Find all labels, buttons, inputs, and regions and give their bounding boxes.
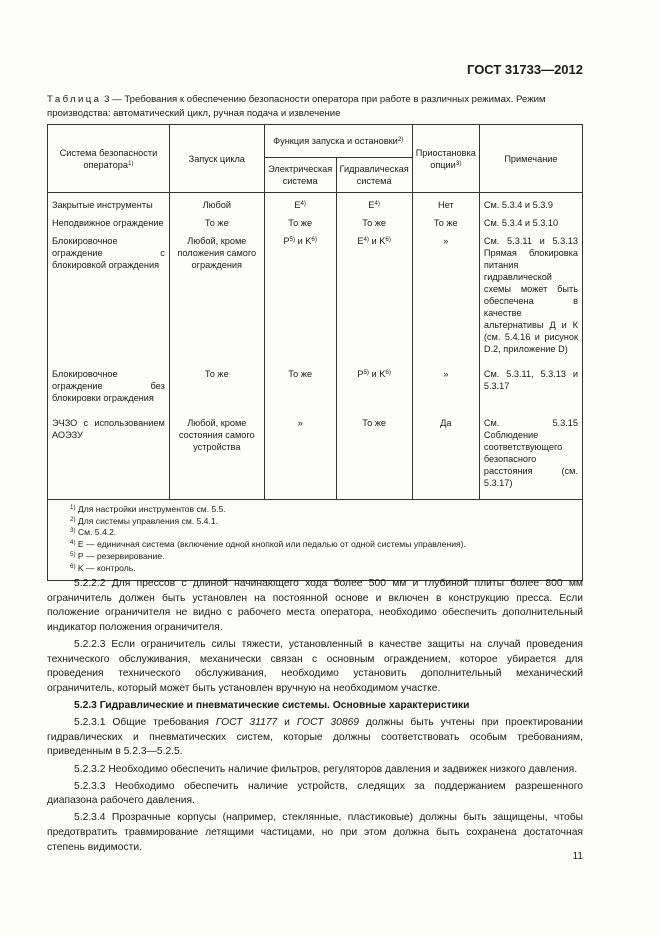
cell-start: Любой, кроме состояния самого устройства	[169, 407, 264, 500]
safety-requirements-table	[47, 124, 583, 581]
table-row	[48, 232, 583, 358]
paragraph-5-2-3-2: 5.2.3.2 Необходимо обеспечить наличие фильтров, регуляторов давления и задвижек низкого давления.	[74, 763, 578, 775]
header-stop: Приостановка опции$^{3)}$	[412, 125, 479, 193]
cell-hydraulic: То же	[336, 214, 412, 232]
footnote: $^{6)}$ K — контроль.	[70, 562, 136, 573]
cell-stop: Нет	[412, 193, 479, 215]
cell-stop: То же	[412, 214, 479, 232]
table-row	[48, 358, 583, 407]
cell-electric: $E^{4)}$	[264, 193, 336, 215]
table-row	[48, 214, 583, 232]
footnote: $^{5)}$ P — резервирование.	[70, 550, 165, 561]
cell-stop: Да	[412, 407, 479, 500]
cell-system: Блокировочное ограждение без блокировки ограждения	[48, 358, 170, 407]
header-start: Запуск цикла	[169, 125, 264, 193]
caption-label: Таблица	[47, 94, 102, 105]
cell-system: ЭЧЗО с использованием АОЭЗУ	[48, 407, 170, 500]
cell-hydraulic: $P^{5)}$ и $K^{6)}$	[336, 358, 412, 407]
cell-stop: »	[412, 358, 479, 407]
cell-start: То же	[169, 214, 264, 232]
cell-start: Любой, кроме положения самого ограждения	[169, 232, 264, 358]
table-row	[48, 193, 583, 215]
cell-electric: »	[264, 407, 336, 500]
cell-system: Блокировочное ограждение с блокировкой ограждения	[48, 232, 170, 358]
page-number: 11	[572, 851, 583, 862]
caption-text: 3 — Требования к обеспечению безопасности оператора при работе в различных режимах. Режим производства: автоматический цикл, ручная подача и извлечение	[47, 94, 546, 119]
cell-stop: »	[412, 232, 479, 358]
cell-note: См. 5.3.4 и 5.3.10	[479, 214, 582, 232]
footnote: $^{2)}$ Для системы управления см. 5.4.1.	[70, 515, 219, 526]
table-row	[48, 407, 583, 500]
paragraph-5-2-2-3: 5.2.2.3 Если ограничитель силы тяжести, установленный в качестве защиты на случай проведения технического обслуживания, механически связан с основным ограждением, которое убирается для проведения технического обслуживания, необходимо установить дополнительный механический ограничитель, который может быть установлен вручную на необходимом участке.	[47, 638, 583, 694]
body-text	[47, 577, 583, 858]
cell-note: См. 5.3.11 и 5.3.13 Прямая блокировка питания гидравлической схемы может быть обеспечена в качестве альтернативы Д и К (см. 5.4.16 и рисунок D.2, приложение D)	[479, 232, 582, 358]
cell-hydraulic: $E^{4)}$	[336, 193, 412, 215]
header-system: Система безопасности оператора$^{1)}$	[48, 125, 170, 193]
cell-start: Любой	[169, 193, 264, 215]
paragraph-5-2-3-1: 5.2.3.1 Общие требования ГОСТ 31177 и ГОСТ 30869 должны быть учтены при проектировании гидравлических и пневматических систем, которые должны соответствовать особым требованиям, приведенным в 5.2.3—5.2.5.	[47, 717, 583, 758]
header-note: Примечание	[479, 125, 582, 193]
header-function: Функция запуска и остановки$^{2)}$	[264, 125, 412, 158]
cell-electric: То же	[264, 358, 336, 407]
paragraph-5-2-3-3: 5.2.3.3 Необходимо обеспечить наличие устройств, следящих за поддержанием разрешенного диапазона рабочего давления.	[47, 780, 583, 807]
section-heading-5-2-3: 5.2.3 Гидравлические и пневматические системы. Основные характеристики	[74, 699, 470, 711]
header-electric: Электрическая система	[264, 158, 336, 193]
cell-note: См. 5.3.4 и 5.3.9	[479, 193, 582, 215]
footnote: $^{3)}$ См. 5.4.2.	[70, 527, 117, 538]
table-caption	[47, 93, 587, 121]
cell-start: То же	[169, 358, 264, 407]
header-hydraulic: Гидравлическая система	[336, 158, 412, 193]
cell-hydraulic: То же	[336, 407, 412, 500]
cell-electric: То же	[264, 214, 336, 232]
cell-electric: $P^{5)}$ и $K^{6)}$	[264, 232, 336, 358]
document-header: ГОСТ 31733—2012	[467, 62, 583, 77]
cell-system: Неподвижное ограждение	[48, 214, 170, 232]
cell-note: См. 5.3.15 Соблюдение соответствующего безопасного расстояния (см. 5.3.17)	[479, 407, 582, 500]
cell-hydraulic: $E^{4)}$ и $K^{6)}$	[336, 232, 412, 358]
paragraph-5-2-2-2: 5.2.2.2 Для прессов с длиной начинающего хода более 500 мм и глубиной плиты более 800 мм ограничитель должен быть установлен на постоянной основе и включен в конструкцию пресса. Если положение ограничителя не видно с рабочего места оператора, необходимо обеспечить дополнительный индикатор положения ограничителя.	[47, 578, 583, 633]
paragraph-5-2-3-4: 5.2.3.4 Прозрачные корпусы (например, стеклянные, пластиковые) должны быть защищены, чтобы предотвратить травмирование летящими частицами, но при этом должна быть сохранена достаточная степень видимости.	[47, 812, 583, 853]
footnote: $^{1)}$ Для настройки инструментов см. 5.5.	[70, 504, 226, 514]
cell-note: См. 5.3.11, 5.3.13 и 5.3.17	[479, 358, 582, 407]
table-footnotes	[48, 500, 583, 581]
footnote: $^{4)}$ E — единичная система (включение одной кнопкой или педалью от одной системы управления).	[70, 539, 466, 550]
cell-system: Закрытые инструменты	[48, 193, 170, 215]
